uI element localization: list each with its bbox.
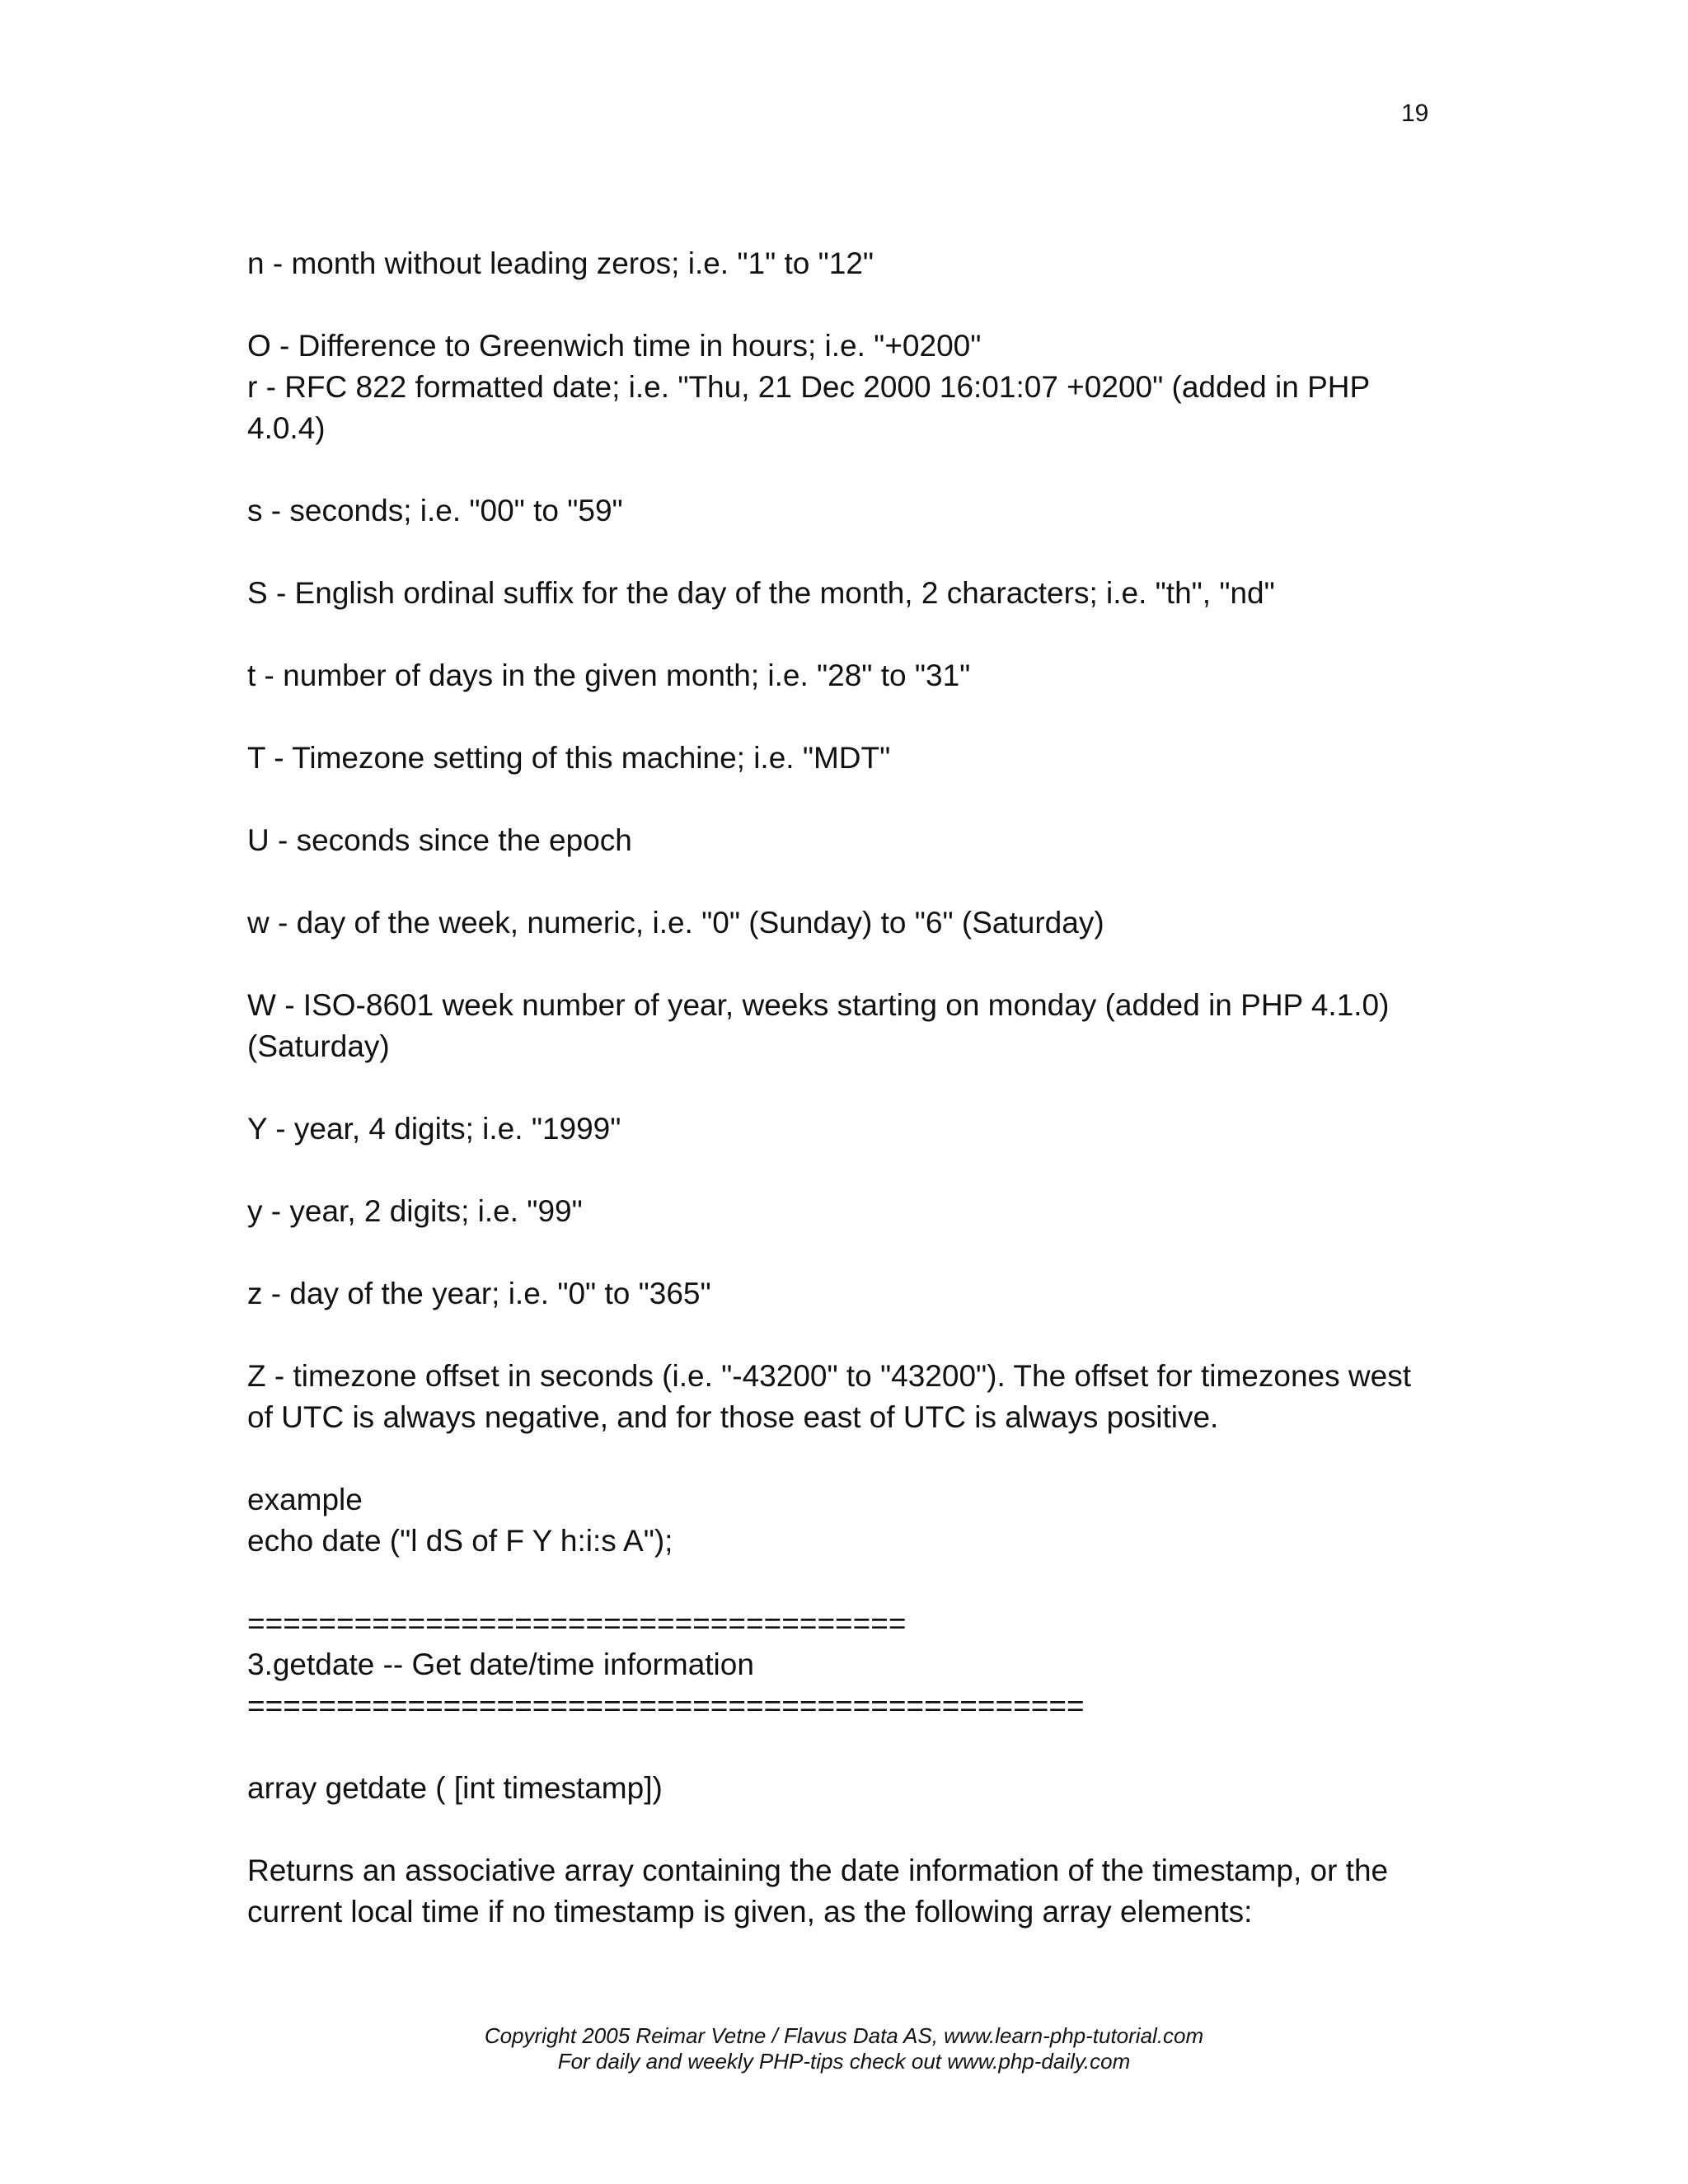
blank-line bbox=[247, 1562, 1451, 1603]
code-line: echo date ("l dS of F Y h:i:s A"); bbox=[247, 1524, 673, 1558]
text-line: (Saturday) bbox=[247, 1029, 390, 1063]
footer-copyright: Copyright 2005 Reimar Vetne / Flavus Data AS, www.learn-php-tutorial.com bbox=[484, 2023, 1204, 2048]
separator-line: ===================================== bbox=[247, 1606, 907, 1640]
blank-line bbox=[247, 1232, 1451, 1273]
text-line: of UTC is always negative, and for those east of UTC is always positive. bbox=[247, 1400, 1219, 1434]
text-line: Y - year, 4 digits; i.e. "1999" bbox=[247, 1112, 621, 1146]
blank-line bbox=[247, 1150, 1451, 1191]
function-signature: array getdate ( [int timestamp]) bbox=[247, 1771, 663, 1805]
text-line: current local time if no timestamp is given, as the following array elements: bbox=[247, 1895, 1253, 1929]
blank-line bbox=[247, 861, 1451, 902]
text-line: n - month without leading zeros; i.e. "1" to "12" bbox=[247, 246, 874, 280]
text-line: Returns an associative array containing the date information of the timestamp, or the bbox=[247, 1854, 1389, 1887]
blank-line bbox=[247, 1809, 1451, 1850]
text-line: 4.0.4) bbox=[247, 411, 326, 445]
separator-line: =============================================== bbox=[247, 1689, 1085, 1722]
blank-line bbox=[247, 696, 1451, 738]
blank-line bbox=[247, 532, 1451, 573]
text-line: w - day of the week, numeric, i.e. "0" (Sunday) to "6" (Saturday) bbox=[247, 906, 1104, 940]
blank-line bbox=[247, 614, 1451, 655]
text-line: S - English ordinal suffix for the day of the month, 2 characters; i.e. "th", "nd" bbox=[247, 576, 1275, 610]
text-line: W - ISO-8601 week number of year, weeks starting on monday (added in PHP 4.1.0) bbox=[247, 988, 1390, 1022]
text-line: r - RFC 822 formatted date; i.e. "Thu, 21 Dec 2000 16:01:07 +0200" (added in PHP bbox=[247, 370, 1371, 404]
example-label: example bbox=[247, 1483, 363, 1516]
text-line: t - number of days in the given month; i.e. "28" to "31" bbox=[247, 658, 971, 692]
blank-line bbox=[247, 1315, 1451, 1356]
text-line: z - day of the year; i.e. "0" to "365" bbox=[247, 1277, 711, 1310]
blank-line bbox=[247, 944, 1451, 985]
blank-line bbox=[247, 1067, 1451, 1108]
blank-line bbox=[247, 1727, 1451, 1768]
text-line: Z - timezone offset in seconds (i.e. "-43200" to "43200"). The offset for timezones west bbox=[247, 1359, 1411, 1393]
page-number: 19 bbox=[1401, 100, 1429, 127]
blank-line bbox=[247, 449, 1451, 490]
page-footer bbox=[0, 2023, 1688, 2074]
footer-tips: For daily and weekly PHP-tips check out www.php-daily.com bbox=[557, 2049, 1131, 2074]
text-line: y - year, 2 digits; i.e. "99" bbox=[247, 1194, 583, 1228]
blank-line bbox=[247, 779, 1451, 820]
section-heading: 3.getdate -- Get date/time information bbox=[247, 1647, 754, 1681]
blank-line bbox=[247, 284, 1451, 326]
text-line: U - seconds since the epoch bbox=[247, 823, 632, 857]
blank-line bbox=[247, 1438, 1451, 1479]
document-body bbox=[247, 243, 1451, 1933]
text-line: T - Timezone setting of this machine; i.e. "MDT" bbox=[247, 741, 891, 775]
text-line: O - Difference to Greenwich time in hours; i.e. "+0200" bbox=[247, 329, 982, 363]
text-line: s - seconds; i.e. "00" to "59" bbox=[247, 494, 623, 527]
